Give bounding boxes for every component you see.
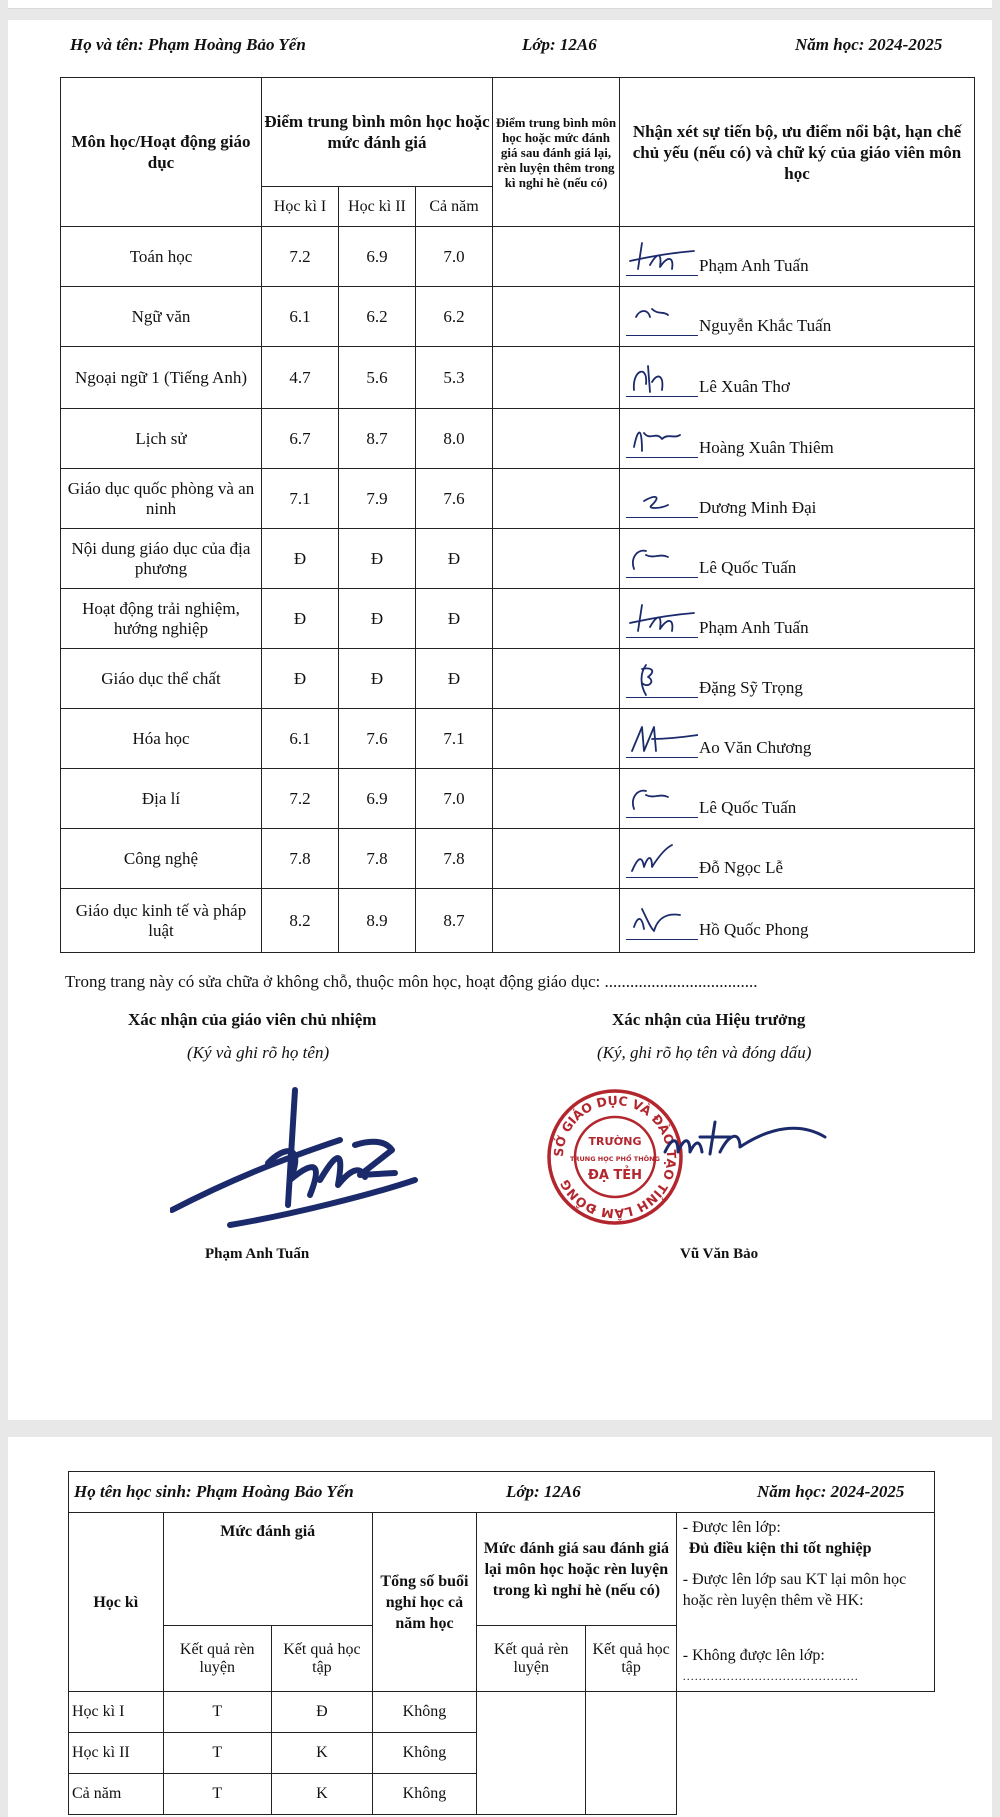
- homeroom-signature: [170, 1085, 420, 1230]
- col-conduct-retest: Kết quả rèn luyện: [477, 1626, 586, 1692]
- teacher-name: Đặng Sỹ Trọng: [699, 678, 803, 697]
- retest-cell: [493, 589, 620, 649]
- col-average: Điểm trung bình môn học hoặc mức đánh giá: [262, 78, 493, 187]
- study-cell: K: [271, 1733, 372, 1774]
- previous-page-edge: [8, 0, 992, 9]
- hk1-cell: 8.2: [262, 889, 339, 953]
- teacher-signature: [626, 659, 698, 698]
- school-year: Năm học: 2024-2025: [795, 35, 943, 54]
- p2-school-year: Năm học: 2024-2025: [757, 1482, 905, 1501]
- term-cell: Cả năm: [69, 1774, 164, 1815]
- teacher-signature: [626, 539, 698, 578]
- teacher-cell: [620, 347, 975, 409]
- year-cell: 7.1: [416, 709, 493, 769]
- grade-row: [61, 287, 975, 347]
- teacher-signature: [626, 719, 698, 758]
- subject-cell: Ngoại ngữ 1 (Tiếng Anh): [61, 347, 262, 409]
- absent-cell: Không: [372, 1692, 476, 1733]
- hk1-cell: 6.7: [262, 409, 339, 469]
- year-cell: 6.2: [416, 287, 493, 347]
- teacher-cell: [620, 709, 975, 769]
- not-promoted-label: - Không được lên lớp:: [682, 1647, 825, 1664]
- teacher-name: Phạm Anh Tuấn: [699, 618, 809, 637]
- study-cell: Đ: [271, 1692, 372, 1733]
- teacher-signature: [626, 419, 698, 458]
- year-cell: Đ: [416, 649, 493, 709]
- subject-cell: Ngữ văn: [61, 287, 262, 347]
- col-absent: Tổng số buổi nghỉ học cả năm học: [372, 1513, 476, 1692]
- hk2-cell: 5.6: [339, 347, 416, 409]
- retest-cell: [493, 347, 620, 409]
- student-name: Họ và tên: Phạm Hoàng Bảo Yến: [70, 35, 306, 54]
- homeroom-name: Phạm Anh Tuấn: [205, 1246, 310, 1262]
- study-cell: K: [271, 1774, 372, 1815]
- retest-cell: [493, 469, 620, 529]
- retest-cell: [493, 829, 620, 889]
- principal-sub: (Ký, ghi rõ họ tên và đóng dấu): [597, 1043, 812, 1062]
- col-study: Kết quả học tập: [271, 1626, 372, 1692]
- teacher-name: Phạm Anh Tuấn: [699, 256, 809, 275]
- teacher-name: Hoàng Xuân Thiêm: [699, 438, 834, 457]
- grades-table: [60, 77, 975, 953]
- grade-row: [61, 889, 975, 953]
- principal-title: Xác nhận của Hiệu trưởng: [612, 1010, 806, 1029]
- subject-cell: Công nghệ: [61, 829, 262, 889]
- grade-row: [61, 829, 975, 889]
- not-promoted-dots: ............................................: [682, 1669, 859, 1683]
- subject-cell: Hoạt động trải nghiệm, hướng nghiệp: [61, 589, 262, 649]
- teacher-signature: [626, 901, 698, 940]
- absent-cell: Không: [372, 1774, 476, 1815]
- promotion-notes: [676, 1513, 934, 1692]
- hk1-cell: 4.7: [262, 347, 339, 409]
- term-cell: Học kì II: [69, 1733, 164, 1774]
- col-term: Học kì: [69, 1513, 164, 1692]
- subject-cell: Nội dung giáo dục của địa phương: [61, 529, 262, 589]
- retest-cell: [493, 227, 620, 287]
- signature-icon: [628, 299, 698, 335]
- year-cell: 7.0: [416, 769, 493, 829]
- summary-table: [68, 1471, 935, 1815]
- hk1-cell: 7.1: [262, 469, 339, 529]
- col-retest: Điểm trung bình môn học hoặc mức đánh giá sau đánh giá lại, rèn luyện thêm trong kì nghỉ hè (nếu có): [493, 78, 620, 227]
- hk2-cell: 8.7: [339, 409, 416, 469]
- hk1-cell: Đ: [262, 649, 339, 709]
- conduct-retest-cell: [477, 1692, 586, 1815]
- conduct-cell: T: [163, 1733, 271, 1774]
- teacher-signature: [626, 479, 698, 518]
- teacher-cell: [620, 829, 975, 889]
- year-cell: 5.3: [416, 347, 493, 409]
- grade-row: [61, 347, 975, 409]
- retest-cell: [493, 529, 620, 589]
- hk1-cell: Đ: [262, 589, 339, 649]
- teacher-cell: [620, 529, 975, 589]
- teacher-name: Lê Xuân Thơ: [699, 377, 790, 396]
- hk2-cell: 6.2: [339, 287, 416, 347]
- signature-icon: [628, 903, 698, 939]
- teacher-cell: [620, 227, 975, 287]
- col-subject: Môn học/Hoạt động giáo dục: [61, 78, 262, 227]
- stamp-ring-text: SỞ GIÁO DỤC VÀ ĐÀO TẠO TỈNH LÂM ĐỒNG: [550, 1092, 680, 1222]
- retest-cell: [493, 769, 620, 829]
- signature-icon: [628, 601, 698, 637]
- hk1-cell: 7.2: [262, 769, 339, 829]
- hk2-cell: 7.9: [339, 469, 416, 529]
- signature-icon: [628, 841, 698, 877]
- conduct-cell: T: [163, 1774, 271, 1815]
- col-hk1: Học kì I: [262, 187, 339, 227]
- subject-cell: Giáo dục quốc phòng và an ninh: [61, 469, 262, 529]
- teacher-cell: [620, 287, 975, 347]
- teacher-cell: [620, 769, 975, 829]
- stamp-line2: TRUNG HỌC PHỔ THÔNG: [570, 1155, 660, 1163]
- hk1-cell: 6.1: [262, 709, 339, 769]
- retest-cell: [493, 709, 620, 769]
- study-retest-cell: [586, 1692, 676, 1815]
- hk2-cell: 6.9: [339, 769, 416, 829]
- signature-icon: [628, 781, 698, 817]
- grade-row: [61, 529, 975, 589]
- year-cell: 7.0: [416, 227, 493, 287]
- subject-cell: Lịch sử: [61, 409, 262, 469]
- teacher-signature: [626, 839, 698, 878]
- term-cell: Học kì I: [69, 1692, 164, 1733]
- teacher-cell: [620, 589, 975, 649]
- year-cell: Đ: [416, 589, 493, 649]
- hk2-cell: Đ: [339, 649, 416, 709]
- signature-icon: [628, 541, 698, 577]
- grade-row: [61, 709, 975, 769]
- p2-class-label: Lớp: 12A6: [506, 1482, 581, 1501]
- p2-student-name: Họ tên học sinh: Phạm Hoàng Bảo Yến: [74, 1482, 354, 1501]
- class-label: Lớp: 12A6: [522, 35, 597, 54]
- signature-icon: [628, 481, 698, 517]
- year-cell: Đ: [416, 529, 493, 589]
- col-retest-rating: Mức đánh giá sau đánh giá lại môn học hoặc rèn luyện trong kì nghỉ hè (nếu có): [477, 1513, 677, 1626]
- col-hk2: Học kì II: [339, 187, 416, 227]
- summary-row: [69, 1692, 935, 1733]
- grade-row: [61, 227, 975, 287]
- signature-icon: [628, 360, 698, 396]
- signature-icon: [628, 721, 698, 757]
- teacher-name: Nguyễn Khắc Tuấn: [699, 316, 832, 335]
- teacher-name: Lê Quốc Tuấn: [699, 798, 797, 817]
- subject-cell: Giáo dục thể chất: [61, 649, 262, 709]
- col-conduct: Kết quả rèn luyện: [163, 1626, 271, 1692]
- teacher-name: Lê Quốc Tuấn: [699, 558, 797, 577]
- teacher-cell: [620, 649, 975, 709]
- teacher-signature: [626, 358, 698, 397]
- hk2-cell: 7.8: [339, 829, 416, 889]
- subject-cell: Hóa học: [61, 709, 262, 769]
- teacher-signature: [626, 599, 698, 638]
- teacher-cell: [620, 889, 975, 953]
- retest-cell: [493, 409, 620, 469]
- teacher-signature: [626, 297, 698, 336]
- year-cell: 8.7: [416, 889, 493, 953]
- teacher-name: Hồ Quốc Phong: [699, 920, 809, 939]
- homeroom-sub: (Ký và ghi rõ họ tên): [187, 1043, 330, 1062]
- grade-row: [61, 649, 975, 709]
- year-cell: 7.8: [416, 829, 493, 889]
- principal-name: Vũ Văn Bảo: [680, 1246, 759, 1262]
- hk2-cell: 6.9: [339, 227, 416, 287]
- principal-signature: [660, 1112, 830, 1172]
- hk2-cell: 8.9: [339, 889, 416, 953]
- teacher-signature: [626, 237, 698, 276]
- year-cell: 7.6: [416, 469, 493, 529]
- edits-note: Trong trang này có sửa chữa ở không chỗ, thuộc môn học, hoạt động giáo dục: ....................................: [65, 972, 758, 991]
- stamp-line1: TRƯỜNG: [588, 1135, 642, 1148]
- grade-row: [61, 769, 975, 829]
- hk2-cell: Đ: [339, 589, 416, 649]
- teacher-name: Đỗ Ngọc Lễ: [699, 858, 784, 877]
- absent-cell: Không: [372, 1733, 476, 1774]
- signature-icon: [628, 239, 698, 275]
- conduct-cell: T: [163, 1692, 271, 1733]
- signature-icon: [628, 661, 698, 697]
- col-year: Cả năm: [416, 187, 493, 227]
- teacher-cell: [620, 409, 975, 469]
- promoted-value: Đủ điều kiện thi tốt nghiệp: [688, 1540, 872, 1557]
- subject-cell: Giáo dục kinh tế và pháp luật: [61, 889, 262, 953]
- hk1-cell: 6.1: [262, 287, 339, 347]
- hk1-cell: 7.8: [262, 829, 339, 889]
- teacher-name: Ao Văn Chương: [699, 738, 812, 757]
- retest-cell: [493, 287, 620, 347]
- grade-row: [61, 469, 975, 529]
- col-rating: Mức đánh giá: [163, 1513, 372, 1626]
- hk2-cell: 7.6: [339, 709, 416, 769]
- teacher-cell: [620, 469, 975, 529]
- signature-icon: [628, 421, 698, 457]
- homeroom-title: Xác nhận của giáo viên chủ nhiệm: [128, 1010, 377, 1029]
- stamp-line3: ĐẠ TẺH: [587, 1168, 643, 1183]
- retest-cell: [493, 889, 620, 953]
- hk1-cell: Đ: [262, 529, 339, 589]
- teacher-name: Dương Minh Đại: [699, 498, 817, 517]
- col-comment: Nhận xét sự tiến bộ, ưu điểm nổi bật, hạn chế chủ yếu (nếu có) và chữ ký của giáo viên môn học: [620, 78, 975, 227]
- promoted-label: - Được lên lớp:: [682, 1519, 781, 1536]
- year-cell: 8.0: [416, 409, 493, 469]
- teacher-signature: [626, 779, 698, 818]
- grade-row: [61, 589, 975, 649]
- promoted-after-label: - Được lên lớp sau KT lại môn học hoặc rèn luyện thêm về HK:: [682, 1571, 907, 1609]
- hk1-cell: 7.2: [262, 227, 339, 287]
- retest-cell: [493, 649, 620, 709]
- hk2-cell: Đ: [339, 529, 416, 589]
- grade-row: [61, 409, 975, 469]
- subject-cell: Toán học: [61, 227, 262, 287]
- subject-cell: Địa lí: [61, 769, 262, 829]
- col-study-retest: Kết quả học tập: [586, 1626, 676, 1692]
